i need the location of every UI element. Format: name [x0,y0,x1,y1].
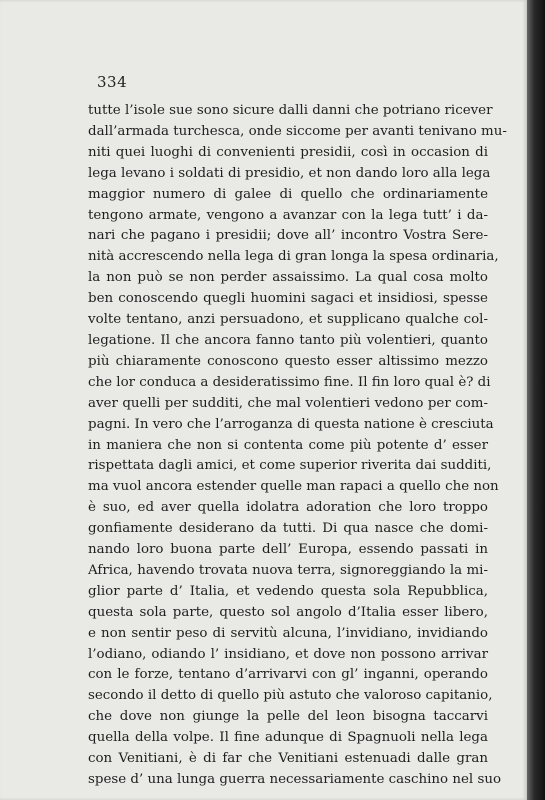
text-line: con le forze, tentano d’arrivarvi con gl’ inganni, operando [88,667,488,683]
text-line: nari che pagano i presidii; dove all’ incontro Vostra Sere- [88,228,488,244]
text-line: è suo, ed aver quella idolatra adoration che loro troppo [88,500,488,516]
text-line: niti quei luoghi di convenienti presidii, così in occasion di [88,144,488,160]
text-line: spese d’ una lunga guerra necessariamente caschino nel suo [88,772,502,787]
text-line: lega levano i soldati di presidio, et non dando loro alla lega [88,165,491,181]
text-line: la non può se non perder assaissimo. La qual cosa molto [88,270,488,286]
text-line: tengono armate, vengono a avanzar con la lega tutt’ i da- [88,207,488,223]
text-line: rispettata dagli amici, et come superior riverita dai sudditi, [88,458,492,474]
page-number: 334 [97,73,128,91]
text-line: quella della volpe. Il fine adunque di Spagnuoli nella lega [88,730,488,746]
text-line: nità accrescendo nella lega di gran longa la spesa ordinaria, [88,249,499,265]
text-line: aver quelli per sudditi, che mal volentieri vedono per com- [88,395,488,411]
body-text [88,101,507,791]
text-line: nando loro buona parte dell’ Europa, essendo passati in [88,542,488,558]
text-line: maggior numero di galee di quello che ordinariamente [88,186,488,202]
text-line: ben conoscendo quegli huomini sagaci et insidiosi, spesse [88,291,488,307]
text-line: pagni. In vero che l’arroganza di questa natione è cresciuta [88,416,494,432]
text-line: Africa, havendo trovata nuova terra, signoreggiando la mi- [88,562,488,578]
text-line: gonfiamente desiderano da tutti. Di qua nasce che domi- [88,521,488,537]
text-line: glior parte d’ Italia, et vedendo questa sola Repubblica, [88,583,488,599]
text-line: l’odiano, odiando l’ insidiano, et dove non possono arrivar [88,646,488,662]
text-line: in maniera che non si contenta come più potente d’ esser [88,437,488,453]
text-line: con Venitiani, è di far che Venitiani estenuadi dalle gran [88,751,488,767]
text-line: tutte l’isole sue sono sicure dalli danni che potriano ricever [88,103,493,118]
text-line: che dove non giunge la pelle del leon bisogna taccarvi [88,709,488,725]
text-line: volte tentano, anzi persuadono, et supplicano qualche col- [88,312,488,328]
text-line: legatione. Il che ancora fanno tanto più volentieri, quanto [88,332,488,348]
text-line: secondo il detto di quello più astuto che valoroso capitanio, [88,688,493,704]
text-line: e non sentir peso di servitù alcuna, l’invidiano, invidiando [88,625,488,641]
text-line: ma vuol ancora estender quelle man rapaci a quello che non [88,479,499,495]
text-line: più chiaramente conoscono questo esser altissimo mezzo [88,353,488,369]
text-line: che lor conduca a desideratissimo fine. Il fin loro qual è? di [88,374,491,390]
page-edge-shadow [527,0,545,800]
text-line: dall’armada turchesca, onde siccome per avanti tenivano mu- [88,123,507,139]
text-line: questa sola parte, questo sol angolo d’Italia esser libero, [88,604,488,620]
